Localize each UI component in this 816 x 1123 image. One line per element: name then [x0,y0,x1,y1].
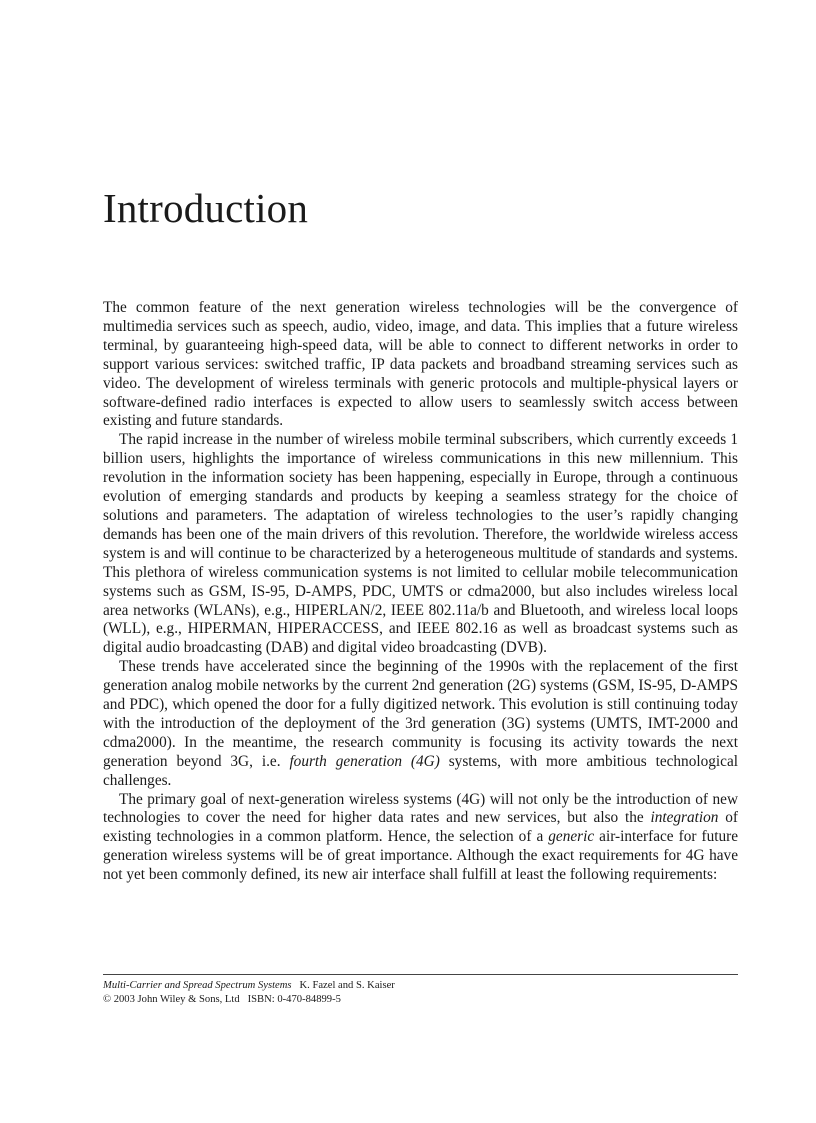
footer-isbn: ISBN: 0-470-84899-5 [247,994,341,1005]
paragraph-4-text-after: air-interface for future generation wireless systems will be of great importance. Although the exact requirements for 4G have not yet been commonly defined, its new air interface shall fulfill at least the following requirements: [103,828,739,884]
paragraph-3-text-before: These trends have accelerated since the beginning of the 1990s with the replacement of the first generation analog mobile networks by the current 2nd generation (2G) systems (GSM, IS-95, D-AMPS and PDC), which opened the door for a fully digitized network. This evolution is still continuing today with the introduction of the deployment of the 3rd generation (3G) systems (UMTS, IMT-2000 and cdma2000). In the meantime, the research community is focusing its activity towards the next generation beyond 3G, i.e. [103,658,738,770]
paragraph-4-emphasis-integration: integration [650,809,719,827]
paragraph-2: The rapid increase in the number of wireless mobile terminal subscribers, which currently exceeds 1 billion users, highlights the importance of wireless communications in this new millennium. This revolution in the information society has been happening, especially in Europe, through a continuous evolution of emerging standards and products by keeping a seamless strategy for the choice of solutions and parameters. The adaptation of wireless technologies to the user’s rapidly changing demands has been one of the main drivers of this revolution. Therefore, the worldwide wireless access system is and will continue to be characterized by a heterogeneous multitude of standards and systems. This plethora of wireless communication systems is not limited to cellular mobile telecommunication systems such as GSM, IS-95, D-AMPS, PDC, UMTS or cdma2000, but also includes wireless local area networks (WLANs), e.g., HIPERLAN/2, IEEE 802.11a/b and Bluetooth, and wireless local loops (WLL), e.g., HIPERMAN, HIPERACCESS, and IEEE 802.16 as well as broadcast systems such as digital audio broadcasting (DAB) and digital video broadcasting (DVB). [103,431,738,657]
footer-copyright-line [103,993,738,1007]
footer-copyright: © 2003 John Wiley & Sons, Ltd [103,994,240,1005]
footer-book-title: Multi-Carrier and Spread Spectrum Systems [103,980,292,991]
paragraph-3-text-after: systems, with more ambitious technological challenges. [103,752,738,789]
footer-citation-line [103,979,738,993]
paragraph-4-emphasis-generic: generic [548,828,595,846]
page-footer [103,974,738,1007]
chapter-title: Introduction [103,185,309,231]
paragraph-4-text-before: The primary goal of next-generation wireless systems (4G) will not only be the introduction of new technologies to cover the need for higher data rates and new services, but also the [103,790,738,827]
paragraph-1: The common feature of the next generation wireless technologies will be the convergence of multimedia services such as speech, audio, video, image, and data. This implies that a future wireless terminal, by guaranteeing high-speed data, will be able to connect to different networks in order to support various services: switched traffic, IP data packets and broadband streaming services such as video. The development of wireless terminals with generic protocols and multiple-physical layers or software-defined radio interfaces is expected to allow users to seamlessly switch access between existing and future standards. [103,299,738,430]
footer-authors: K. Fazel and S. Kaiser [299,980,395,991]
paragraph-4 [103,791,738,886]
paragraph-3 [103,658,738,790]
footer-rule [103,974,738,975]
paragraph-3-emphasis: fourth generation (4G) [289,752,440,770]
paragraph-4-text-middle: of existing technologies in a common platform. Hence, the selection of a [103,809,738,846]
body-text [103,299,738,885]
